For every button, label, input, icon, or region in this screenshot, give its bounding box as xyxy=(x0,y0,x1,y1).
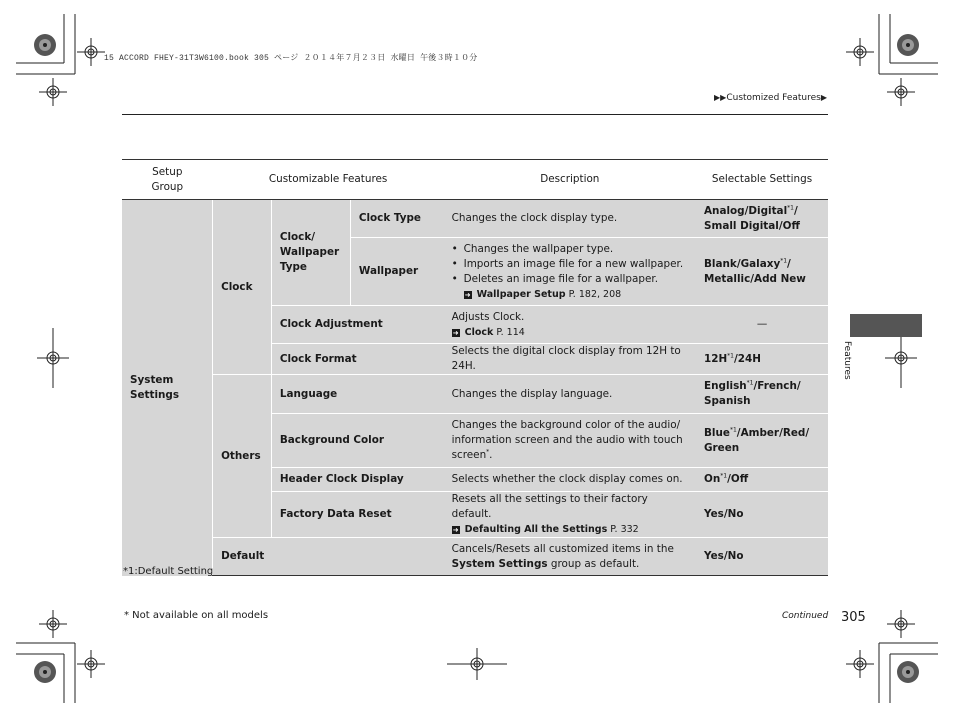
breadcrumb-label: Customized Features xyxy=(726,93,821,103)
subgroup-clock-wallpaper: Clock/ Wallpaper Type xyxy=(271,200,350,306)
desc-language: Changes the display language. xyxy=(444,375,696,414)
table-row xyxy=(122,200,828,238)
desc-clock-format: Selects the digital clock display from 12H to 24H. xyxy=(444,344,696,375)
feature-factory-data-reset: Factory Data Reset xyxy=(271,492,443,538)
desc-clock-adjustment: Adjusts Clock. ➜ Clock P. 114 xyxy=(444,306,696,344)
desc-factory-data-reset: Resets all the settings to their factory default. ➜ Defaulting All the Settings P. 332 xyxy=(444,492,696,538)
settings-clock-adjustment: — xyxy=(696,306,828,344)
desc-wallpaper xyxy=(444,238,696,306)
subgroup-default: Default xyxy=(213,538,444,576)
reference-arrow-icon: ➜ xyxy=(452,328,459,337)
table-row xyxy=(122,375,828,414)
breadcrumb xyxy=(714,93,827,103)
arrow-icon: ▶ xyxy=(820,93,827,102)
settings-factory-data-reset: Yes/No xyxy=(696,492,828,538)
list-item: • Deletes an image file for a wallpaper. ➜ Wallpaper Setup P. 182, 208 xyxy=(452,272,688,302)
feature-clock-format: Clock Format xyxy=(271,344,443,375)
settings-wallpaper: Blank/Galaxy$^{*1}$/ Metallic/Add New xyxy=(696,238,828,306)
settings-clock-format: $12H^{*1}/24H$ xyxy=(696,344,828,375)
feature-clock-type: Clock Type xyxy=(350,200,443,238)
list-item: • Changes the wallpaper type. xyxy=(452,242,688,257)
features-table xyxy=(122,159,828,576)
settings-background-color: Blue$^{*1}$/Amber/Red/ Green xyxy=(696,414,828,468)
header-description: Description xyxy=(444,160,696,200)
feature-language: Language xyxy=(271,375,443,414)
header-customizable-features: Customizable Features xyxy=(213,160,444,200)
header-setup-group: Setup Group xyxy=(122,160,213,200)
desc-background-color: Changes the background color of the audio/ information screen and the audio with touch screen*. xyxy=(444,414,696,468)
desc-header-clock-display: Selects whether the clock display comes on. xyxy=(444,468,696,492)
feature-background-color: Background Color xyxy=(271,414,443,468)
header-selectable-settings: Selectable Settings xyxy=(696,160,828,200)
table-header-row xyxy=(122,160,828,200)
feature-header-clock-display: Header Clock Display xyxy=(271,468,443,492)
double-arrow-icon: ▶▶ xyxy=(714,93,727,102)
footnote-default-setting: *1:Default Setting xyxy=(123,566,214,577)
settings-language: English$^{*1}$/French/ Spanish xyxy=(696,375,828,414)
reference-arrow-icon: ➜ xyxy=(452,526,459,534)
header-rule xyxy=(122,114,828,115)
desc-default: Cancels/Resets all customized items in the System Settings group as default. xyxy=(444,538,696,576)
desc-clock-type: Changes the clock display type. xyxy=(444,200,696,238)
defaulting-all-settings-link[interactable]: ➜ Defaulting All the Settings P. 332 xyxy=(452,524,639,535)
clock-link[interactable]: ➜ Clock P. 114 xyxy=(452,326,525,338)
reference-arrow-icon: ➜ xyxy=(464,290,471,299)
print-header: 15 ACCORD FHEY-31T3W6100.book 305 ページ ２０１４年７月２３日 水曜日 午後３時１０分 xyxy=(104,54,478,63)
wallpaper-setup-link[interactable]: ➜ Wallpaper Setup P. 182, 208 xyxy=(464,288,622,300)
subgroup-others: Others xyxy=(213,375,272,538)
footnote-models: * Not available on all models xyxy=(124,610,269,621)
list-item: • Imports an image file for a new wallpaper. xyxy=(452,257,688,272)
page-number: 305 xyxy=(841,610,866,625)
group-system-settings: System Settings xyxy=(122,200,213,576)
settings-clock-type: Analog/Digital$^{*1}$/ Small Digital/Off xyxy=(696,200,828,238)
settings-header-clock-display: On$^{*1}$/Off xyxy=(696,468,828,492)
subgroup-clock: Clock xyxy=(213,200,272,375)
feature-clock-adjustment: Clock Adjustment xyxy=(271,306,443,344)
side-tab-label: Features xyxy=(842,341,852,380)
side-tab xyxy=(850,314,922,337)
settings-default: Yes/No xyxy=(696,538,828,576)
feature-wallpaper: Wallpaper xyxy=(350,238,443,306)
table-row xyxy=(122,538,828,576)
continued-label: Continued xyxy=(782,611,829,621)
